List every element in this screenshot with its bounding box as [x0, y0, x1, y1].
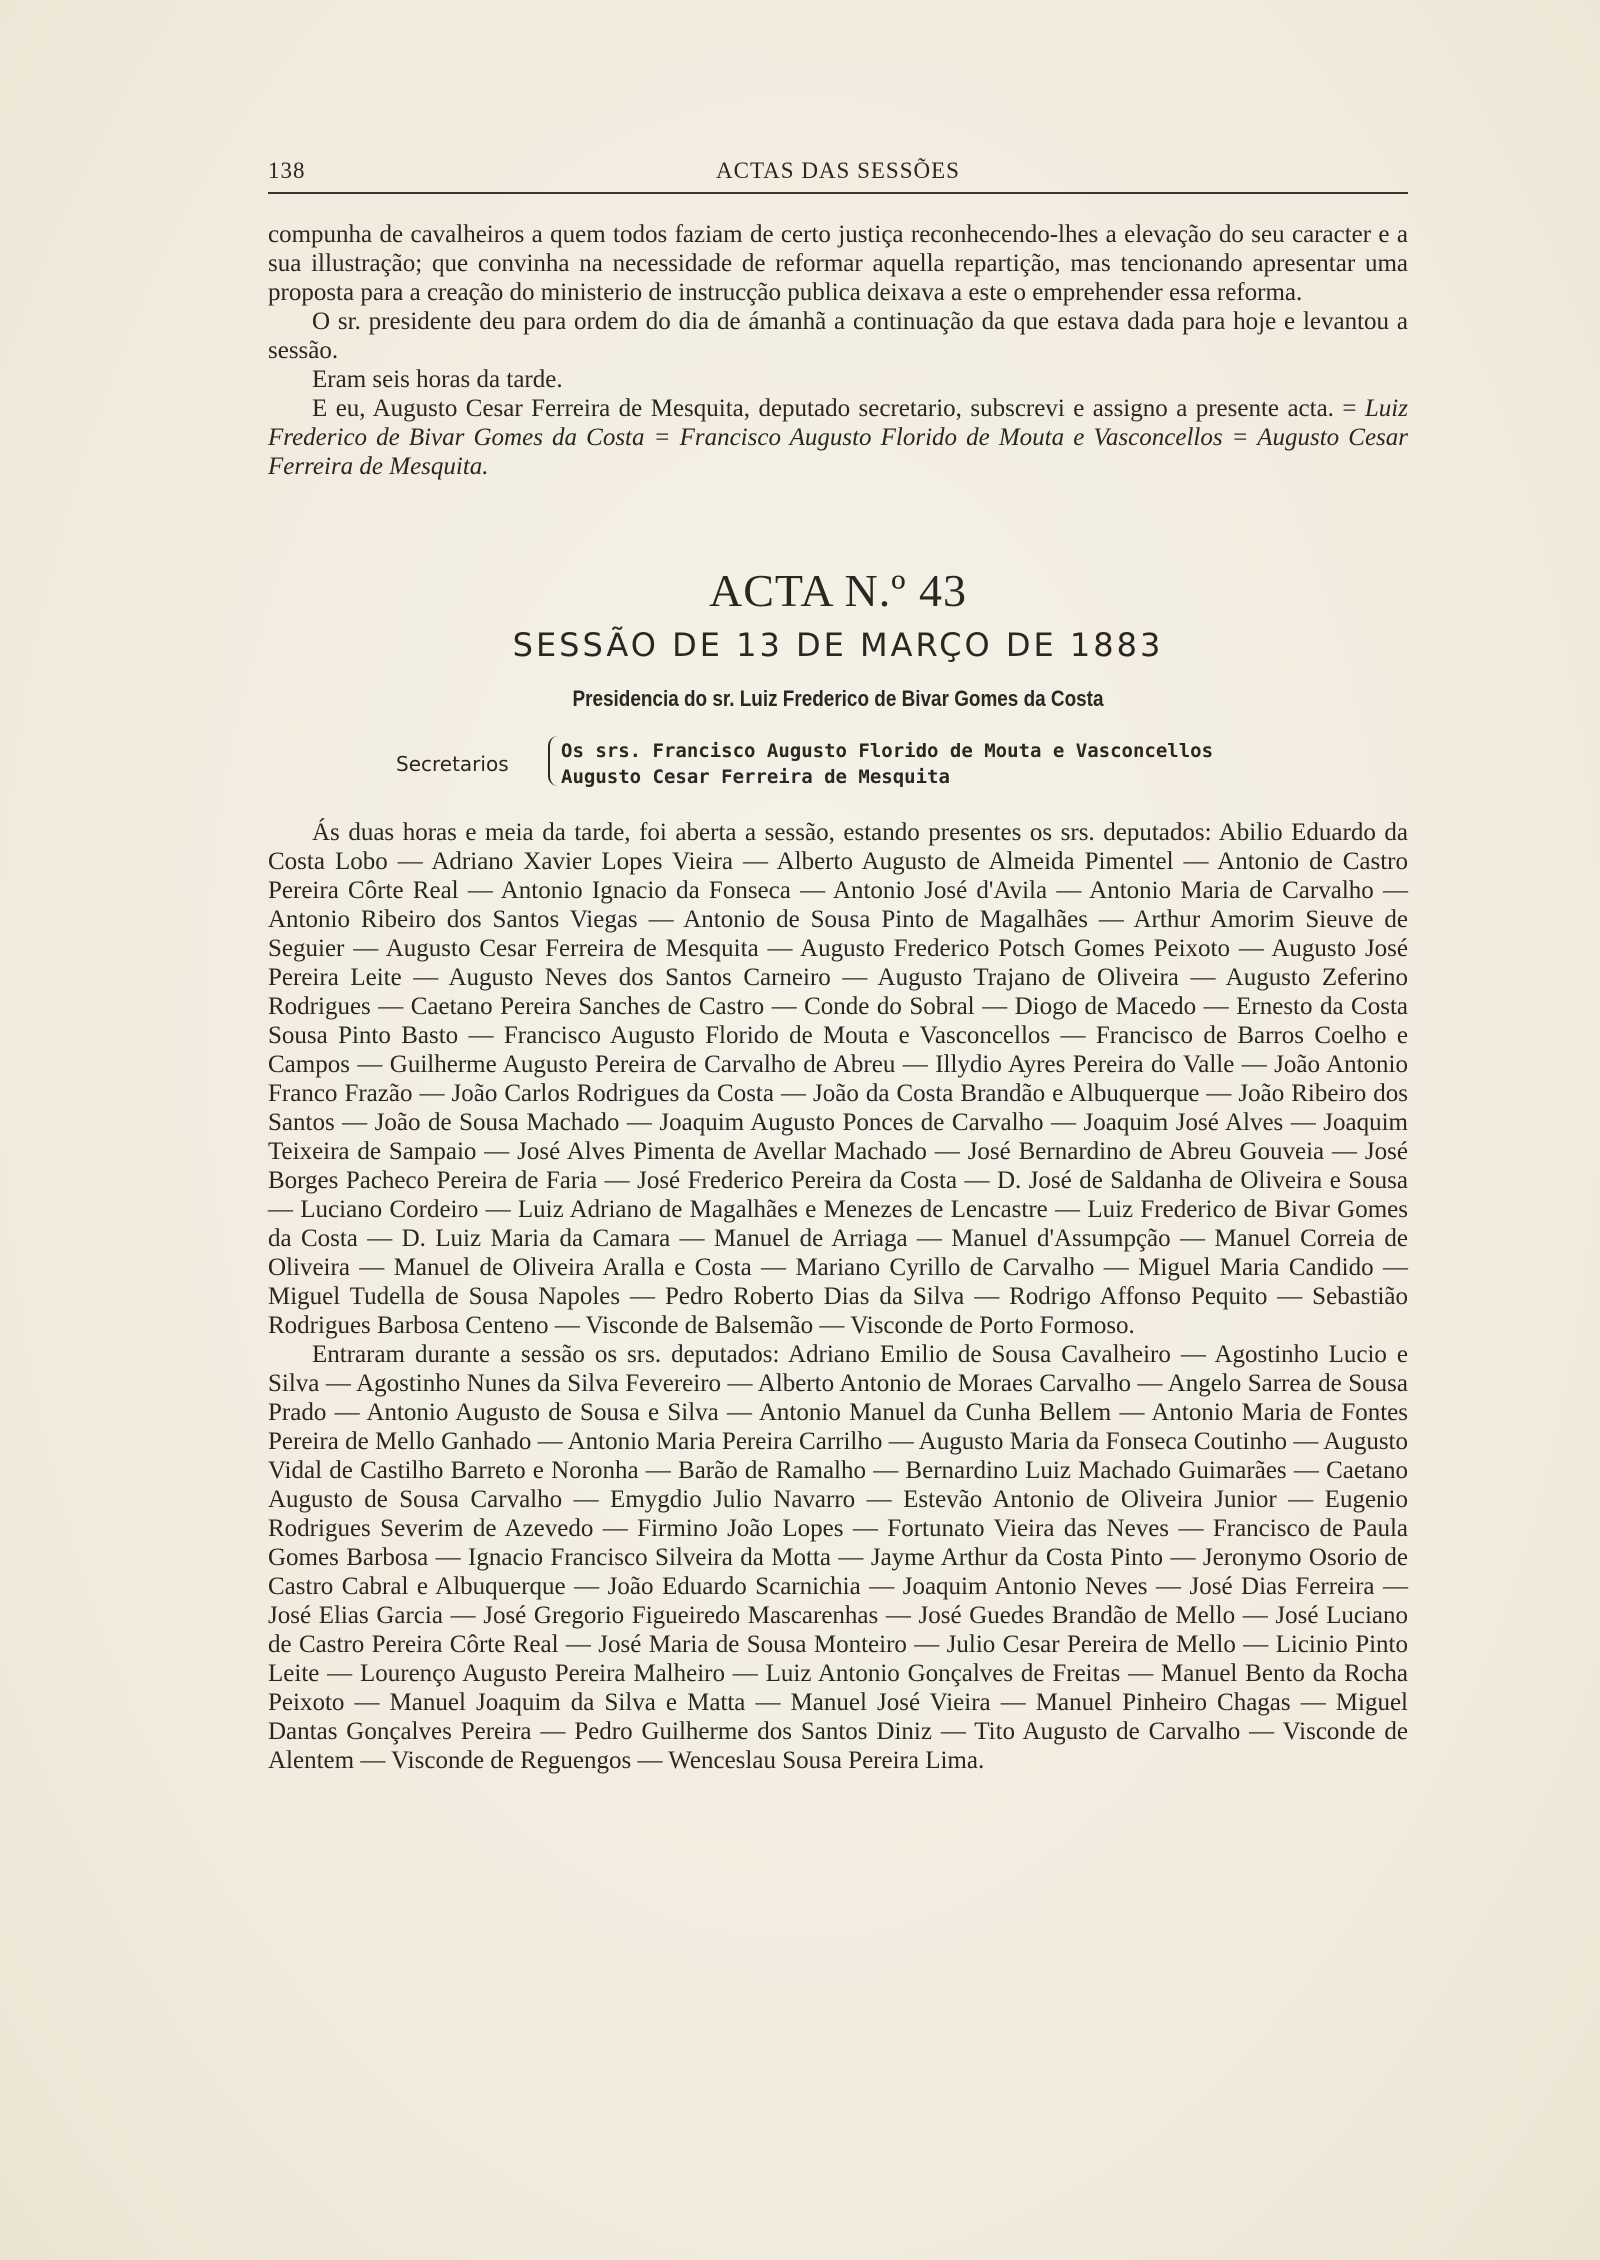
paragraph: compunha de cavalheiros a quem todos faziam de certo justiça reconhecendo-lhes a elevação do seu caracter e a sua illustração; que convinha na necessidade de reformar aquella repartição, mas tencionando apresentar uma proposta para a creação do ministerio de instrucção publica deixava a este o emprehender essa reforma. — [268, 221, 1408, 306]
session-text — [268, 818, 1408, 1775]
secretaries-block — [396, 736, 1296, 792]
session-date-title: SESSÃO DE 13 DE MARÇO DE 1883 — [512, 626, 1164, 664]
paragraph: O sr. presidente deu para ordem do dia de ámanhã a continuação da que estava dada para hoje e levantou a sessão. — [268, 308, 1408, 364]
presidency-line: Presidencia do sr. Luiz Frederico de Bivar Gomes da Costa — [572, 686, 1104, 711]
signatures: Luiz Frederico de Bivar Gomes da Costa = Francisco Augusto Florido de Mouta e Vasconcellos = Augusto Cesar Ferreira de Mesquita. — [268, 395, 1408, 480]
secretaries-label: Secretarios — [396, 752, 509, 776]
paragraph: Eram seis horas da tarde. — [312, 366, 563, 393]
attendance-paragraph: Ás duas horas e meia da tarde, foi aberta a sessão, estando presentes os srs. deputados: Abilio Eduardo da Costa Lobo — Adriano Xavier Lopes Vieira — Alberto Augusto de Almeida Pimentel — Antonio de Castro Pereira Côrte Real — Antonio Ignacio da Fonseca — Antonio José d'Avila — Antonio Maria de Carvalho — Antonio Ribeiro dos Santos Viegas — Antonio de Sousa Pinto de Magalhães — Arthur Amorim Sieuve de Seguier — Augusto Cesar Ferreira de Mesquita — Augusto Frederico Potsch Gomes Peixoto — Augusto José Pereira Leite — Augusto Neves dos Santos Carneiro — Augusto Trajano de Oliveira — Augusto Zeferino Rodrigues — Caetano Pereira Sanches de Castro — Conde do Sobral — Diogo de Macedo — Ernesto da Costa Sousa Pinto Basto — Francisco Augusto Florido de Mouta e Vasconcellos — Francisco de Barros Coelho e Campos — Guilherme Augusto Pereira de Carvalho de Abreu — Illydio Ayres Pereira do Valle — João Antonio Franco Frazão — João Carlos Rodrigues da Costa — João da Costa Brandão e Albuquerque — João Ribeiro dos Santos — João de Sousa Machado — Joaquim Augusto Ponces de Carvalho — Joaquim José Alves — Joaquim Teixeira de Sampaio — José Alves Pimenta de Avellar Machado — José Bernardino de Abreu Gouveia — José Borges Pacheco Pereira de Faria — José Frederico Pereira da Costa — D. José de Saldanha de Oliveira e Sousa — Luciano Cordeiro — Luiz Adriano de Magalhães e Menezes de Lencastre — Luiz Frederico de Bivar Gomes da Costa — D. Luiz Maria da Camara — Manuel de Arriaga — Manuel d'Assumpção — Manuel Correia de Oliveira — Manuel de Oliveira Aralla e Costa — Mariano Cyrillo de Carvalho — Miguel Maria Candido — Miguel Tudella de Sousa Napoles — Pedro Roberto Dias da Silva — Rodrigo Affonso Pequito — Sebastião Rodrigues Barbosa Centeno — Visconde de Balsemão — Visconde de Porto Formoso. — [268, 819, 1408, 1339]
acta-title: ACTA N.º 43 — [709, 565, 967, 616]
closing-paragraph — [268, 394, 1408, 481]
brace-icon — [548, 736, 558, 786]
arrivals-paragraph: Entraram durante a sessão os srs. deputados: Adriano Emilio de Sousa Cavalheiro — Agostinho Lucio e Silva — Agostinho Nunes da Silva Fevereiro — Alberto Antonio de Moraes Carvalho — Angelo Sarrea de Sousa Prado — Antonio Augusto de Sousa e Silva — Antonio Manuel da Cunha Bellem — Antonio Maria de Fontes Pereira de Mello Ganhado — Antonio Maria Pereira Carrilho — Augusto Maria da Fonseca Coutinho — Augusto Vidal de Castilho Barreto e Noronha — Barão de Ramalho — Bernardino Luiz Machado Guimarães — Caetano Augusto de Sousa Carvalho — Emygdio Julio Navarro — Estevão Antonio de Oliveira Junior — Eugenio Rodrigues Severim de Azevedo — Firmino João Lopes — Fortunato Vieira das Neves — Francisco de Paula Gomes Barbosa — Ignacio Francisco Silveira da Motta — Jayme Arthur da Costa Pinto — Jeronymo Osorio de Castro Cabral e Albuquerque — João Eduardo Scarnichia — Joaquim Antonio Neves — José Dias Ferreira — José Elias Garcia — José Gregorio Figueiredo Mascarenhas — José Guedes Brandão de Mello — José Luciano de Castro Pereira Côrte Real — José Maria de Sousa Monteiro — Julio Cesar Pereira de Mello — Licinio Pinto Leite — Lourenço Augusto Pereira Malheiro — Luiz Antonio Gonçalves de Freitas — Manuel Bento da Rocha Peixoto — Manuel Joaquim da Silva e Matta — Manuel José Vieira — Manuel Pinheiro Chagas — Miguel Dantas Gonçalves Pereira — Pedro Guilherme dos Santos Diniz — Tito Augusto de Carvalho — Visconde de Alentem — Visconde de Reguengos — Wenceslau Sousa Pereira Lima. — [268, 1341, 1408, 1774]
secretary-name: Os srs. Francisco Augusto Florido de Mouta e Vasconcellos — [561, 740, 1214, 762]
header-title: ACTAS DAS SESSÕES — [716, 158, 960, 183]
secretaries-names — [561, 738, 1213, 790]
previous-session-text — [268, 220, 1408, 481]
secretary-name: Augusto Cesar Ferreira de Mesquita — [561, 766, 950, 788]
running-header — [268, 152, 1408, 194]
page-number: 138 — [268, 158, 306, 183]
closing-text: E eu, Augusto Cesar Ferreira de Mesquita, deputado secretario, subscrevi e assigno a presente acta. = — [312, 395, 1365, 422]
